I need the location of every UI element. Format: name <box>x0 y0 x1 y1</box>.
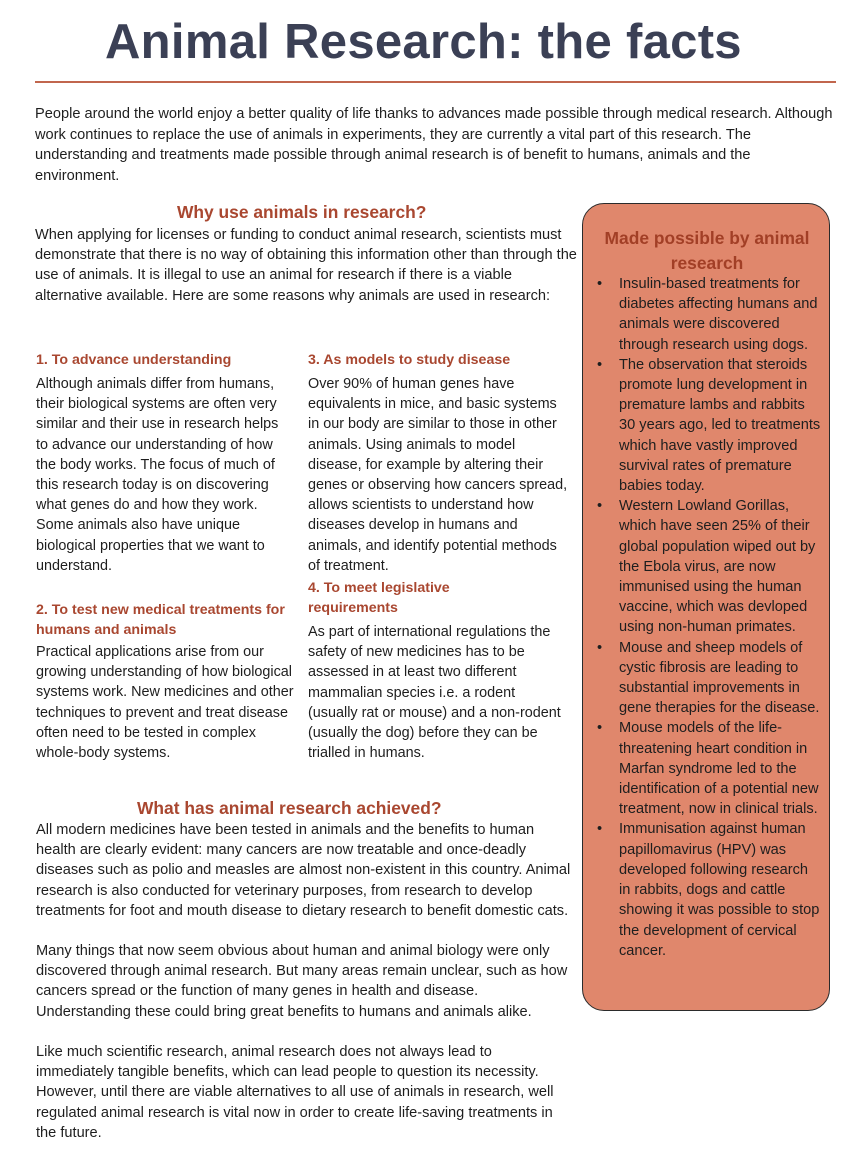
sidebar-list-item <box>597 718 823 819</box>
bullet-icon: • <box>597 498 603 515</box>
sidebar-panel <box>582 203 830 1011</box>
reason-1-heading: 1. To advance understanding <box>36 352 232 368</box>
reason-4-heading: 4. To meet legislative requirements <box>308 580 450 616</box>
why-heading: Why use animals in research? <box>177 202 427 222</box>
sidebar-item-text: Western Lowland Gorillas, which have seen 25% of their global population wiped out by the Ebola virus, are now immunised using the human vaccine, which was devloped using non-human primates. <box>619 498 816 636</box>
bullet-icon: • <box>597 720 603 737</box>
reason-3-heading: 3. As models to study disease <box>308 352 511 368</box>
reason-1-body: Although animals differ from humans, their biological systems are often very similar and their use in research helps to advance our understanding of how the body works. The focus of much of this research today is on discovering what genes do and how they work. Some animals also have unique biological properties that we want to understand. <box>36 376 279 574</box>
sidebar-list-item <box>597 819 823 960</box>
sidebar-item-text: The observation that steroids promote lung development in premature lambs and rabbits 30 years ago, led to treatments which have vastly improved survival rates of premature babies today. <box>619 356 821 495</box>
bullet-icon: • <box>597 821 603 838</box>
sidebar-item-text: Mouse models of the life-threatening heart condition in Marfan syndrome led to the identification of a potential new treatment, now in clinical trials. <box>619 720 819 818</box>
sidebar-list-item <box>597 638 823 719</box>
sidebar-list-item <box>597 496 823 637</box>
sidebar-list-item <box>597 355 823 496</box>
sidebar-item-text: Immunisation against human papillomavirus (HPV) was developed following research in rabbits, dogs and cattle showing it was possible to stop the development of cervical cancer. <box>619 821 820 959</box>
sidebar-list-item <box>597 274 823 355</box>
achieved-paragraph-2: Many things that now seem obvious about human and animal biology were only discovered through animal research. But many areas remain unclear, such as how cancers spread or the function of many genes in health and disease. Understanding these could bring great benefits to humans and animals alike. <box>36 943 568 1020</box>
reason-2-body: Practical applications arise from our growing understanding of how biological systems work. New medicines and other techniques to prevent and treat disease often need to be tested in complex whole-body systems. <box>36 644 294 762</box>
title-divider <box>35 81 836 83</box>
sidebar-item-text: Mouse and sheep models of cystic fibrosis are leading to substantial improvements in gene therapies for the disease. <box>619 639 820 717</box>
sidebar-title: Made possible by animal research <box>604 228 810 273</box>
achieved-paragraph-1: All modern medicines have been tested in animals and the benefits to human health are clearly evident: many cancers are now treatable and once-deadly diseases such as polio and measles are almost non-existent in this country. Animal research is also conducted for veterinary purposes, from research to develop treatments for foot and mouth disease to dietary research to benefit domestic cats. <box>36 822 571 919</box>
achieved-heading: What has animal research achieved? <box>137 798 442 818</box>
sidebar-list <box>597 274 823 961</box>
achieved-paragraph-3: Like much scientific research, animal research does not always lead to immediately tangible benefits, which can lead people to question its necessity. However, until there are viable alternatives to all use of animals in research, well regulated animal research is vital now in order to create life-saving treatments in the future. <box>36 1044 554 1141</box>
page-title: Animal Research: the facts <box>105 15 742 69</box>
reason-4-body: As part of international regulations the safety of new medicines has to be assessed in at least two different mammalian species i.e. a rodent (usually rat or mouse) and a non-rodent (usually the dog) before they can be trialled in humans. <box>308 624 561 762</box>
why-body: When applying for licenses or funding to conduct animal research, scientists must demonstrate that there is no way of obtaining this information other than through the use of animals. It is illegal to use an animal for research if there is a viable alternative available. Here are some reasons why animals are used in research: <box>35 227 577 304</box>
intro-paragraph: People around the world enjoy a better quality of life thanks to advances made possible through medical research. Although work continues to replace the use of animals in experiments, they are currently a vital part of this research. The understanding and treatments made possible through animal research is of benefit to humans, animals and the environment. <box>35 106 833 184</box>
reason-2-heading: 2. To test new medical treatments for humans and animals <box>36 602 285 638</box>
sidebar-item-text: Insulin-based treatments for diabetes affecting humans and animals were discovered through research using dogs. <box>619 276 818 353</box>
bullet-icon: • <box>597 276 603 292</box>
bullet-icon: • <box>597 639 603 656</box>
bullet-icon: • <box>597 356 603 373</box>
reason-3-body: Over 90% of human genes have equivalents in mice, and basic systems in our body are similar to those in other animals. Using animals to model disease, for example by altering their genes or observing how cancers spread, allows scientists to understand how diseases develop in humans and animals, and identify potential methods of treatment. <box>308 376 568 574</box>
